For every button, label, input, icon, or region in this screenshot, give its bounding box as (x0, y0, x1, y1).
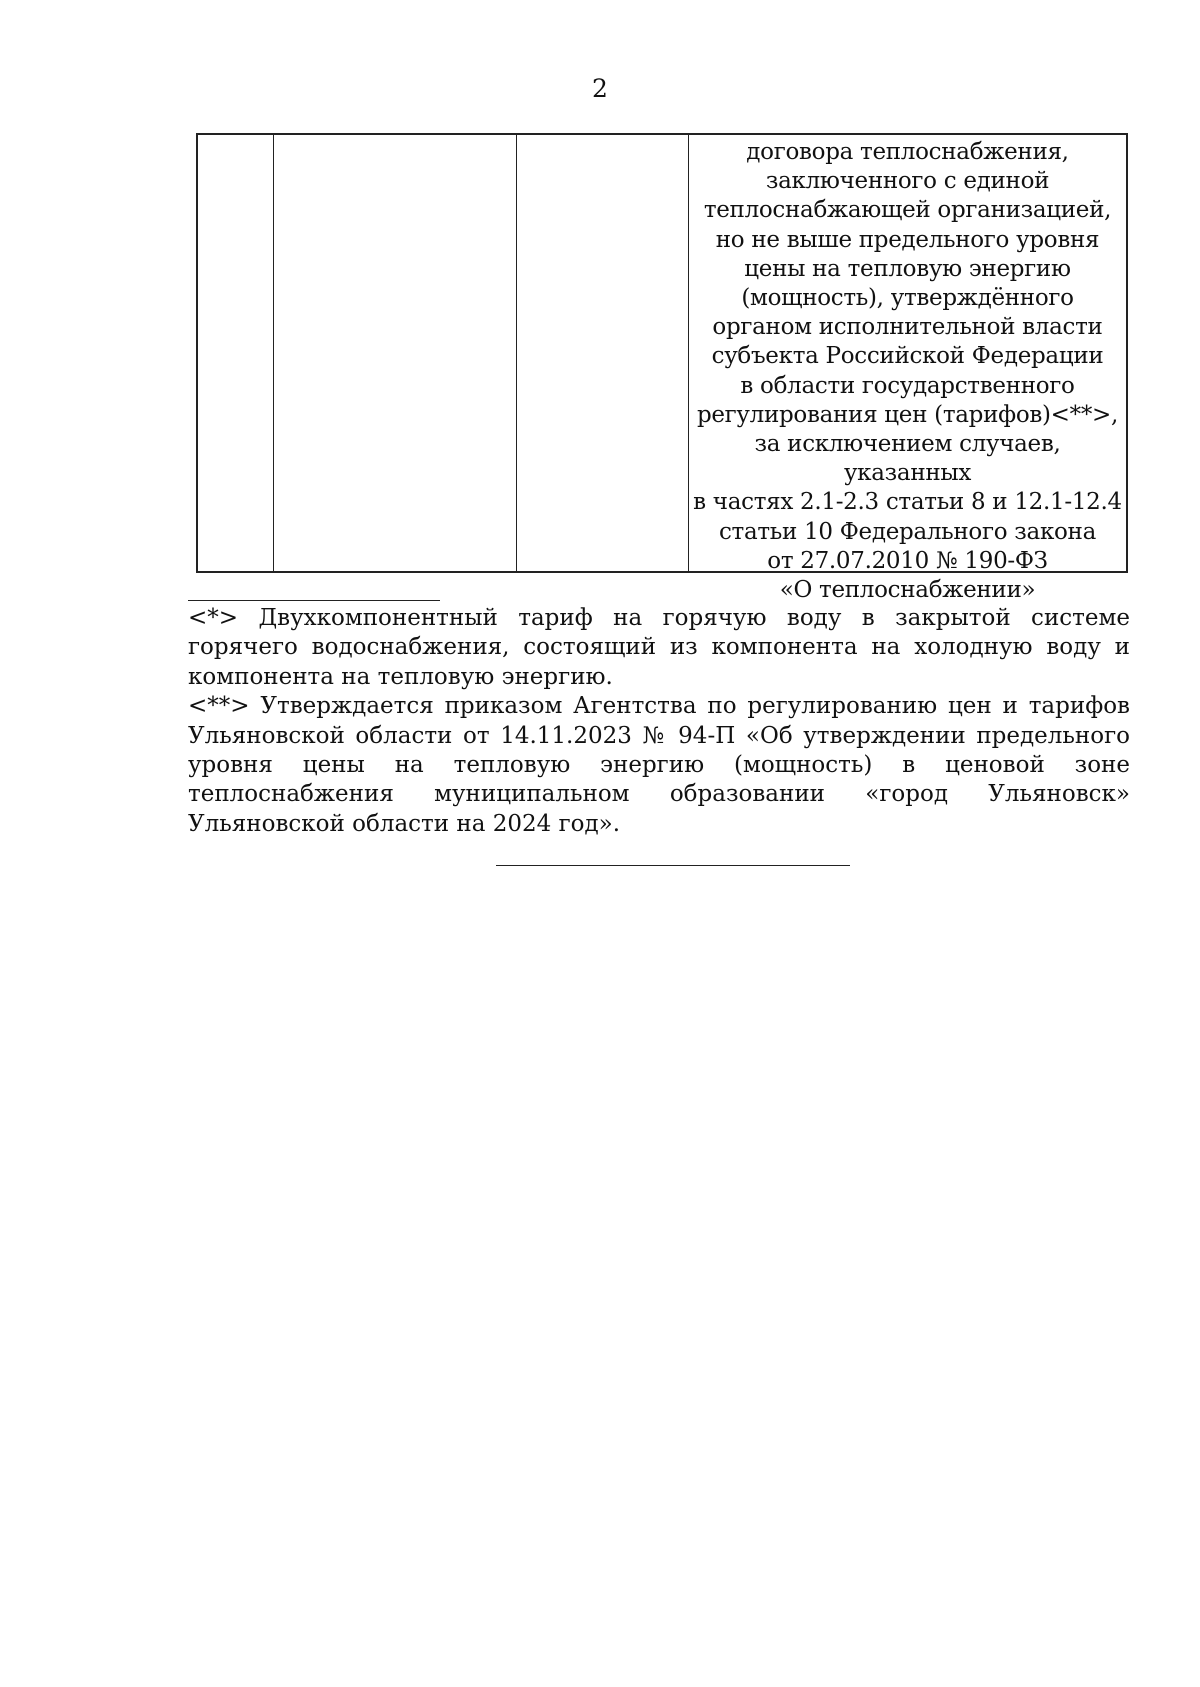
page-number: 2 (592, 74, 608, 103)
table-cell-description: договора теплоснабжения, заключенного с единой теплоснабжающей организацией, но не выше предельного уровня цены на тепловую энергию (мощность), утверждённого органом исполнительной власти субъекта Российской Федерации в области государственного регулирования цен (тарифов)<**>, за исключением случаев, указанных в частях 2.1-2.3 статьи 8 и 12.1-12.4 статьи 10 Федерального закона от 27.07.2010 № 190-ФЗ «О теплоснабжении» (693, 139, 1122, 604)
table-cell-value (517, 135, 689, 571)
table-cell-number (198, 135, 274, 571)
footnote-text: <**> Утверждается приказом Агентства по регулированию цен и тарифов Ульяновской области от 14.11.2023 № 94-П «Об утверждении предельного уровня цены на тепловую энергию (мощность) в ценовой зоне теплоснабжения муниципальном образовании «город Ульяновск» Ульяновской области на 2024 год». (188, 693, 1130, 837)
footnotes (188, 604, 1130, 839)
table-cell-name (274, 135, 517, 571)
document-end-line (496, 865, 850, 866)
footnote-double-asterisk (188, 692, 1130, 839)
tariff-table-continuation (196, 133, 1128, 604)
footnote-separator (188, 600, 440, 601)
footnote-text: <*> Двухкомпонентный тариф на горячую воду в закрытой системе горячего водоснабжения, состоящий из компонента на холодную воду и компонента на тепловую энергию. (188, 605, 1130, 690)
footnote-single-asterisk (188, 604, 1130, 692)
